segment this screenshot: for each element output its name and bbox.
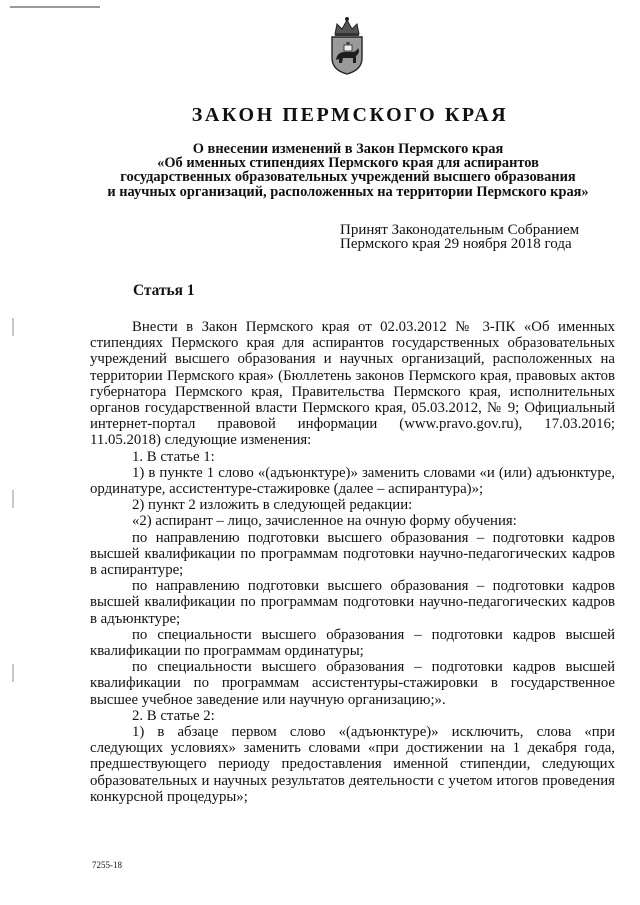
paragraph: 2) пункт 2 изложить в следующей редакции: bbox=[132, 497, 413, 514]
coat-of-arms-icon bbox=[323, 14, 371, 76]
article-body bbox=[90, 319, 615, 805]
paragraph: 1) в абзаце первом слово «(адъюнктуре)» исключить, слова «при следующих условиях» заменить словами «при достижении на 1 декабря года, предшествующего периоду предоставления именной стипендии, следующих образовательных и научных результатов деятельности с учетом итогов проведения конкурсной процедуры»; bbox=[90, 724, 615, 805]
paragraph: 1. В статье 1: bbox=[132, 448, 215, 465]
adoption-line: Пермского края 29 ноября 2018 года bbox=[340, 236, 572, 253]
subtitle-line: и научных организаций, расположенных на территории Пермского края» bbox=[107, 183, 589, 200]
law-title: ЗАКОН ПЕРМСКОГО КРАЯ bbox=[191, 104, 509, 126]
law-subtitle bbox=[90, 142, 606, 199]
subtitle-line: О внесении изменений в Закон Пермского края bbox=[192, 141, 504, 157]
paragraph: по специальности высшего образования – подготовки кадров высшей квалификации по программам ординатуры; bbox=[90, 626, 615, 660]
paragraph: по специальности высшего образования – подготовки кадров высшей квалификации по программам ассистентуры-стажировки в государственное высшее учебное заведение или научную организацию;». bbox=[90, 659, 615, 708]
margin-mark bbox=[12, 664, 14, 682]
paragraph: «2) аспирант – лицо, зачисленное на очную форму обучения: bbox=[132, 513, 517, 530]
article-heading: Статья 1 bbox=[133, 282, 195, 299]
paragraph: по направлению подготовки высшего образования – подготовки кадров высшей квалификации по программам подготовки научно-педагогических кадров в аспирантуре; bbox=[90, 529, 615, 579]
subtitle-line: «Об именных стипендиях Пермского края для аспирантов bbox=[157, 155, 539, 172]
paragraph: Внести в Закон Пермского края от 02.03.2012 № 3-ПК «Об именных стипендиях Пермского края для аспирантов государственных образовательных учреждений высшего образования и научных организаций, расположенных на территории Пермского края» (Бюллетень законов Пермского края, правовых актов губернатора Пермского края, Правительства Пермского края, исполнительных органов государственной власти Пермского края, 05.03.2012, № 9; Официальный интернет-портал правовой информации (www.pravo.gov.ru), 17.03.2016; 11.05.2018) следующие изменения: bbox=[90, 319, 615, 449]
paragraph: по направлению подготовки высшего образования – подготовки кадров высшей квалификации по программам подготовки научно-педагогических кадров в адъюнктуре; bbox=[90, 578, 615, 627]
paragraph: 2. В статье 2: bbox=[132, 707, 215, 724]
scan-edge-mark bbox=[10, 6, 100, 8]
document-code: 7255-18 bbox=[92, 860, 122, 870]
margin-mark bbox=[12, 318, 14, 336]
adoption-line: Принят Законодательным Собранием bbox=[340, 222, 580, 238]
margin-mark bbox=[12, 490, 14, 508]
subtitle-line: государственных образовательных учреждений высшего образования bbox=[120, 169, 576, 186]
adoption-note bbox=[340, 223, 620, 252]
paragraph: 1) в пункте 1 слово «(адъюнктуре)» заменить словами «и (или) адъюнктуре, ординатуре, ассистентуре-стажировке (далее – аспирантура)»; bbox=[90, 464, 615, 498]
